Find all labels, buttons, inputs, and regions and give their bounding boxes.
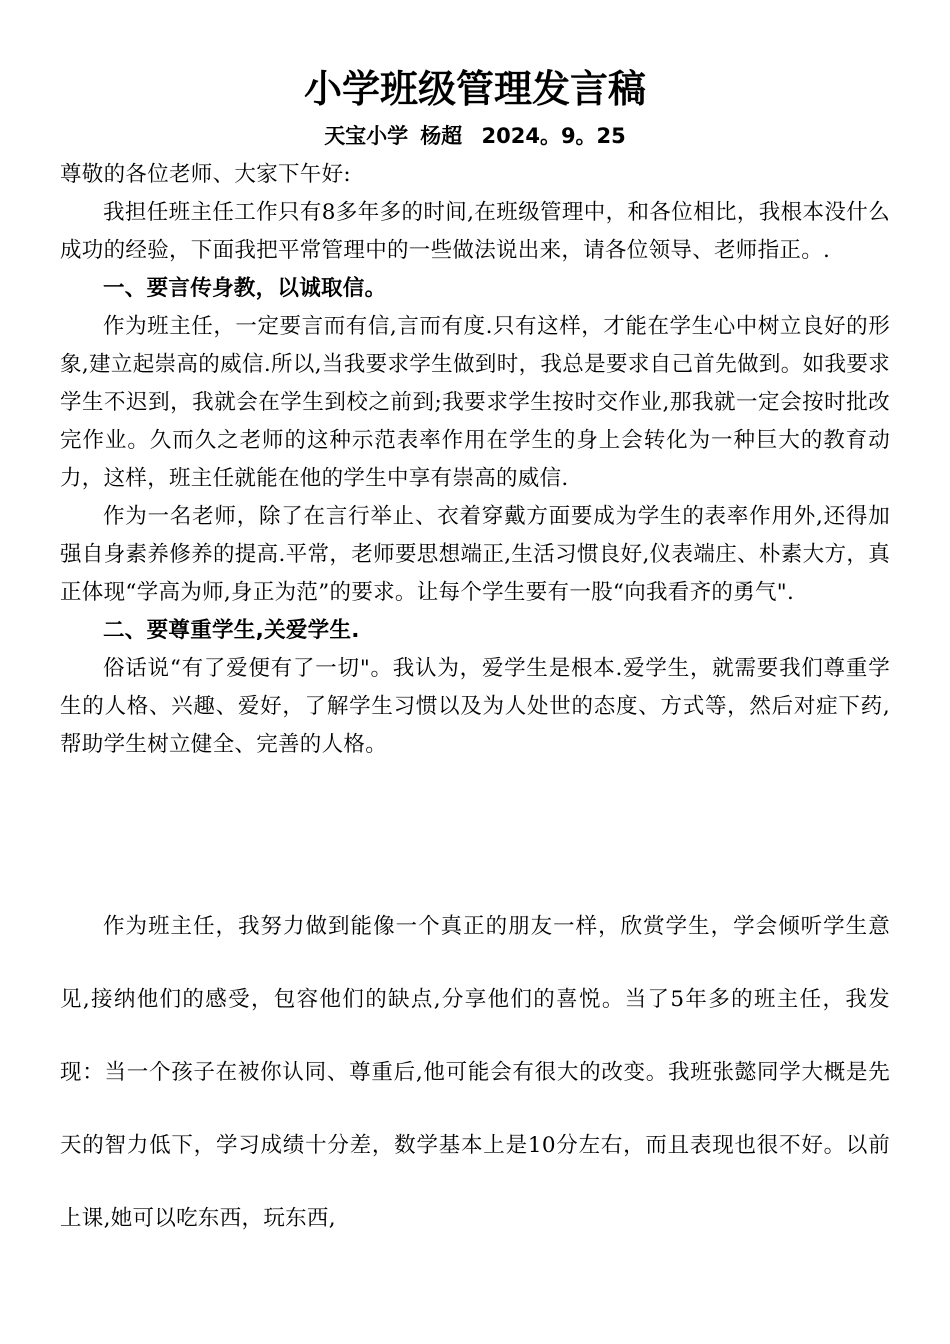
section1-paragraph-2: 作为一名老师，除了在言行举止、衣着穿戴方面要成为学生的表率作用外,还得加强自身素养修养的提高.平常，老师要思想端正,生活习惯良好,仪表端庄、朴素大方，真正体现“学高为师,身正为范”的要求。让每个学生要有一股“向我看齐的勇气". [60,504,890,605]
intro-paragraph: 我担任班主任工作只有8多年多的时间,在班级管理中，和各位相比，我根本没什么成功的经验，下面我把平常管理中的一些做法说出来，请各位领导、老师指正。. [60,200,890,263]
byline-school: 天宝小学 [324,124,409,148]
section1-heading: 一、要言传身教，以诚取信。 [103,276,387,301]
document-body [60,156,890,764]
document-title: 小学班级管理发言稿 [303,67,646,111]
byline [0,120,950,152]
section2-paragraph-1: 俗话说“有了爱便有了一切"。我认为，爱学生是根本.爱学生，就需要我们尊重学生的人格、兴趣、爱好，了解学生习惯以及为人处世的态度、方式等，然后对症下药,帮助学生树立健全、完善的人格。 [60,656,890,757]
section2-heading: 二、要尊重学生,关爱学生. [103,618,360,643]
section2-wide-spaced-block [60,890,890,1255]
greeting: 尊敬的各位老师、大家下午好: [60,162,351,187]
byline-author: 杨超 [420,124,463,148]
section2-paragraph-2: 作为班主任，我努力做到能像一个真正的朋友一样，欣赏学生，学会倾听学生意见,接纳他们的感受，包容他们的缺点,分享他们的喜悦。当了5年多的班主任，我发现：当一个孩子在被你认同、尊重后,他可能会有很大的改变。我班张懿同学大概是先天的智力低下，学习成绩十分差，数学基本上是10分左右，而且表现也很不好。以前上课,她可以吃东西，玩东西, [60,914,890,1231]
byline-date: 2024。9。25 [481,124,626,148]
section1-paragraph-1: 作为班主任，一定要言而有信,言而有度.只有这样，才能在学生心中树立良好的形象,建立起崇高的威信.所以,当我要求学生做到时，我总是要求自己首先做到。如我要求学生不迟到，我就会在学生到校之前到;我要求学生按时交作业,那我就一定会按时批改完作业。久而久之老师的这种示范表率作用在学生的身上会转化为一种巨大的教育动力，这样，班主任就能在他的学生中享有崇高的威信. [60,314,890,491]
